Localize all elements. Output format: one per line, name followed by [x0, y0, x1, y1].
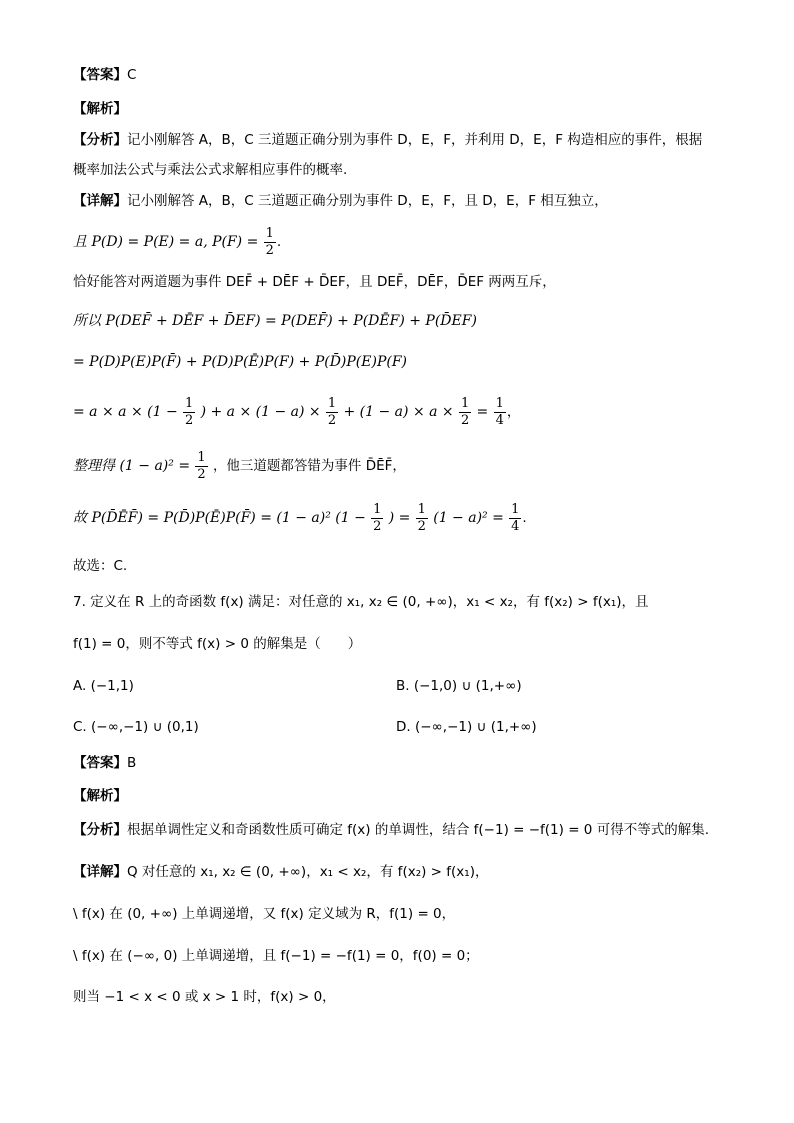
- q6-detail-line-8: [73, 498, 527, 538]
- fraction: [494, 396, 506, 429]
- detail-tag: 【详解】: [73, 864, 127, 880]
- q6-choice-line: [73, 556, 127, 576]
- fraction-numerator: 1: [460, 395, 470, 411]
- q7-stem-line-1: [73, 592, 649, 612]
- fenxi-text: 记小刚解答 A，B，C 三道题正确分别为事件 D，E，F，并利用 D，E，F 构造相应的事件，根据: [127, 132, 703, 148]
- q7-detail-line-2: [73, 904, 455, 924]
- formula-text: + (1 − a) × a ×: [343, 404, 454, 420]
- q7-stem-line-2: [73, 634, 361, 654]
- q6-detail-line-1: [73, 191, 608, 211]
- formula-text: = a × a × (1 −: [73, 404, 178, 420]
- fraction: [326, 396, 338, 429]
- detail-text: \ f(x) 在 (0, +∞) 上单调递增，又 f(x) 定义域为 R，f(1) = 0，: [73, 906, 456, 922]
- fraction-numerator: 1: [184, 395, 194, 411]
- q6-analysis-heading: [73, 99, 127, 119]
- option-a: A. (−1,1): [73, 678, 134, 694]
- punctuation: .: [522, 510, 527, 526]
- fraction-numerator: 1: [495, 395, 504, 411]
- q7-detail-line-3: [73, 946, 479, 966]
- fraction-numerator: 1: [373, 501, 382, 517]
- fraction-denominator: 2: [197, 466, 206, 482]
- q6-detail-line-5: [73, 352, 407, 372]
- fraction-denominator: 2: [373, 518, 382, 534]
- q7-detail-line-4: [73, 987, 336, 1007]
- detail-tag: 【详解】: [73, 193, 127, 209]
- fenxi-tag: 【分析】: [73, 822, 127, 838]
- analysis-tag: 【解析】: [73, 101, 127, 117]
- analysis-tag: 【解析】: [73, 788, 127, 804]
- q6-detail-line-7: [73, 446, 406, 486]
- fenxi-text-cont: 概率加法公式与乘法公式求解相应事件的概率.: [73, 162, 348, 178]
- formula-text: ) + a × (1 − a) ×: [200, 404, 321, 420]
- q6-fenxi-line-1: [73, 130, 702, 150]
- fraction: [509, 502, 521, 535]
- fraction: [183, 396, 195, 429]
- fraction-denominator: 4: [511, 518, 520, 534]
- formula-text: (1 − a)² =: [433, 510, 504, 526]
- option-b: B. (−1,0) ∪ (1,+∞): [396, 678, 522, 694]
- formula-text: 整理得 (1 − a)² =: [73, 458, 191, 474]
- formula-text: =: [476, 404, 489, 420]
- fraction-denominator: 2: [327, 412, 337, 428]
- answer-value: C: [127, 67, 137, 83]
- fraction-numerator: 1: [197, 449, 206, 465]
- q6-detail-line-4: [73, 311, 477, 331]
- fraction-denominator: 4: [495, 412, 504, 428]
- fenxi-text: 根据单调性定义和奇函数性质可确定 f(x) 的单调性，结合 f(−1) = −f(1) = 0 可得不等式的解集.: [127, 822, 709, 838]
- fenxi-tag: 【分析】: [73, 132, 127, 148]
- fraction-denominator: 2: [184, 412, 194, 428]
- question-stem-cont: f(1) = 0，则不等式 f(x) > 0 的解集是（ ）: [73, 636, 362, 652]
- fraction-numerator: 1: [327, 395, 337, 411]
- fraction-numerator: 1: [265, 225, 274, 241]
- formula-text: = P(D)P(E)P(F̄) + P(D)P(Ē)P(F) + P(D̄)P(E)P(F): [73, 354, 408, 370]
- fraction: [416, 502, 428, 535]
- formula-text: ) =: [388, 510, 411, 526]
- fraction: [371, 502, 383, 535]
- formula-text: 故 P(D̄ĒF̄) = P(D̄)P(Ē)P(F̄) = (1 − a)² (1 −: [73, 510, 366, 526]
- fraction-denominator: 2: [460, 412, 470, 428]
- q7-answer-line: [73, 753, 136, 773]
- fraction-numerator: 1: [417, 501, 426, 517]
- option-c: C. (−∞,−1) ∪ (0,1): [73, 719, 199, 735]
- q6-detail-line-2: 且 P(D) = P(E) = a, P(F) = $\frac{1}{2}$ .: [73, 225, 282, 258]
- answer-tag: 【答案】: [73, 67, 127, 83]
- fraction-denominator: 2: [265, 242, 274, 258]
- formula-text: 且 P(D) = P(E) = a, P(F) =: [73, 234, 259, 250]
- fraction-numerator: 1: [511, 501, 520, 517]
- detail-text: 恰好能答对两道题为事件 DEF̄ + DĒF + D̄EF，且 DEF̄，DĒF，D̄EF 两两互斥，: [73, 274, 556, 290]
- q6-answer-line: [73, 65, 136, 85]
- choice-text: 故选：C.: [73, 558, 128, 574]
- question-stem: 7. 定义在 R 上的奇函数 f(x) 满足：对任意的 x₁, x₂ ∈ (0, +∞)，x₁ < x₂，有 f(x₂) > f(x₁)，且: [73, 594, 649, 610]
- fraction-denominator: 2: [417, 518, 426, 534]
- q6-detail-line-6: [73, 392, 520, 432]
- q6-fenxi-line-2: [73, 160, 347, 180]
- detail-text: Q 对任意的 x₁, x₂ ∈ (0, +∞)，x₁ < x₂，有 f(x₂) > f(x₁)，: [127, 864, 489, 880]
- answer-value: B: [127, 755, 137, 771]
- detail-text: ，他三道题都答错为事件 D̄ĒF̄，: [212, 458, 406, 474]
- detail-text: 记小刚解答 A，B，C 三道题正确分别为事件 D，E，F，且 D，E，F 相互独立，: [127, 193, 608, 209]
- option-d: D. (−∞,−1) ∪ (1,+∞): [396, 719, 537, 735]
- detail-text: 则当 −1 < x < 0 或 x > 1 时，f(x) > 0，: [73, 989, 336, 1005]
- q7-fenxi-line: [73, 820, 709, 840]
- formula-text: 所以 P(DEF̄ + DĒF + D̄EF) = P(DEF̄) + P(DĒF) + P(D̄EF): [73, 313, 477, 329]
- punctuation: ，: [506, 404, 521, 420]
- fraction: [264, 226, 276, 259]
- q7-detail-line-1: [73, 862, 488, 882]
- fraction: [195, 450, 207, 483]
- q7-analysis-heading: [73, 786, 127, 806]
- fraction: [459, 396, 471, 429]
- q6-detail-line-3: [73, 272, 556, 292]
- detail-text: \ f(x) 在 (−∞, 0) 上单调递增，且 f(−1) = −f(1) = 0，f(0) = 0；: [73, 948, 479, 964]
- answer-tag: 【答案】: [73, 755, 127, 771]
